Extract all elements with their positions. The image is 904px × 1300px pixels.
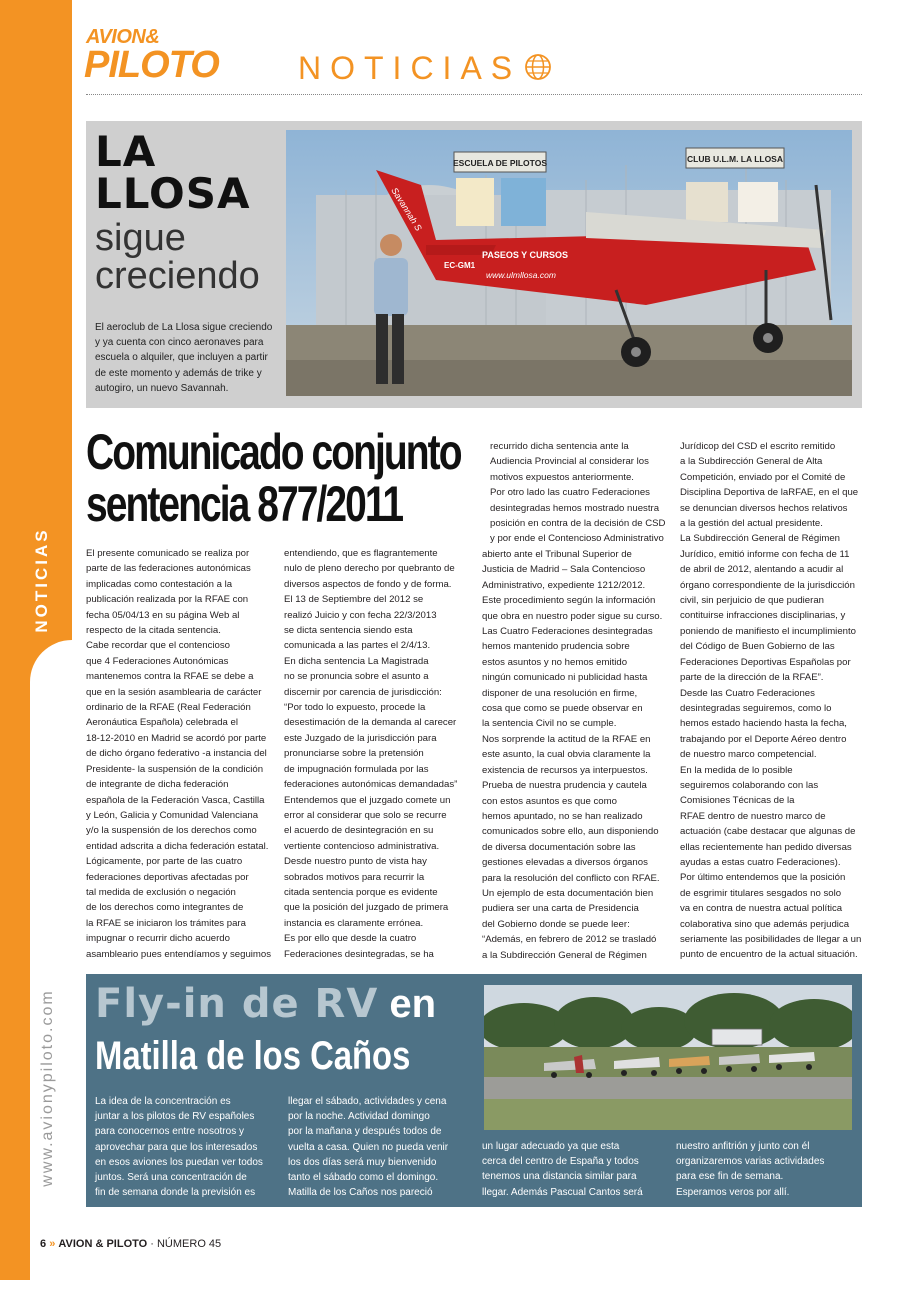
photo-sign-school: ESCUELA DE PILOTOS <box>453 158 547 168</box>
photo-plane-registration: EC-GM1 <box>444 261 476 270</box>
comunicado-column-4: Jurídicop del CSD el escrito remitido a la Subdirección General de Alta Competición, enviado por el Comité de Disciplina Deportiva de laRFAE, en el que se denuncian diversos hechos relativos a la gestión del actual presidente. La Subdirección General de Régimen Jurídico, emitió informe con fecha de 11 de abril de 2012, alentando a acudir al órgano correspondiente de la jurisdicción civil, sin perjuicio de que pudieran contituirse infracciones disciplinarias, y poniendo de manifiesto el incumplimiento del Código de Buen Gobierno de las Federaciones Deportivas Españolas por parte de la dirección de la RFAE”. Desde las Cuatro Federaciones desintegradas seguiremos, como lo hemos estado haciendo hasta la fecha, trabajando por el Deporte Aéreo dentro de nuestro marco competencial. En la medida de lo posible seguiremos colaborando con las Comisiones Técnicas de la RFAE dentro de nuestro marco de actuación (cabe destacar que algunas de ellas recientemente han pedido diversas ayudas a estas cuatro Federaciones). Por último entendemos que la posición de esgrimir titulares sesgados no solo va en contra de nuestra actual política colaborativa sino que además perjudica seriamente las posibilidades de llegar a un punto de encuentro de la actual situación. <box>680 441 862 961</box>
photo-plane-text: PASEOS Y CURSOS <box>482 250 569 260</box>
sidebar-website-url[interactable]: www.avionypiloto.com <box>39 988 56 1187</box>
header-divider <box>86 94 862 95</box>
comunicado-column-2: entendiendo, que es flagrantemente nulo de pleno derecho por quebranto de diversos aspectos de fondo y de forma. El 13 de Septiembre del 2012 se realizó Juicio y con fecha 22/3/2013 se dicta sentencia siendo esta comunicada a las partes el 2/4/13. En dicha sentencia La Magistrada no se pronuncia sobre el asunto a discernir por carencia de jurisdicción: “Por todo lo expuesto, procede la desestimación de la demanda al carecer este Juzgado de la jurisdicción para pronunciarse sobre la pretensión de impugnación formulada por las federaciones autonómicas demandadas” Entendemos que el juzgado comete un error al considerar que solo se recurre el acuerdo de desintegración en su vertiente contencioso administrativa. Desde nuestro punto de vista hay sobrados motivos para recurrir la citada sentencia porque es evidente que la posición del juzgado de primera instancia es claramente errónea. Es por ello que desde la cuatro Federaciones desintegradas, se ha <box>284 548 458 960</box>
flyin-headline-b: en <box>389 982 437 1026</box>
llosa-title-line2: LLOSA <box>95 169 251 218</box>
footer-issue: · NÚMERO 45 <box>150 1238 222 1250</box>
comunicado-headline-line1: Comunicado conjunto <box>86 424 461 480</box>
llosa-title-line4: creciendo <box>95 255 260 297</box>
flyin-headline-a: Fly-in de RV <box>95 981 379 1027</box>
flyin-column-4: nuestro anfitrión y junto con él organizaremos varias actividades para ese fin de semana. Esperamos veros por allí. <box>676 1141 825 1198</box>
llosa-hangar-photo <box>286 130 852 396</box>
flyin-airfield-photo <box>484 985 852 1130</box>
comunicado-column-1: El presente comunicado se realiza por parte de las federaciones autonómicas implicadas como contestación a la publicación realizada por la RFAE con fecha 05/04/13 en su página Web al respecto de la citada sentencia. Cabe recordar que el contencioso que 4 Federaciones Autonómicas mantenemos contra la RFAE se debe a que en la sesión asamblearia de carácter ordinario de la RFAE (Real Federación Aeronáutica Española) celebrada el 18-12-2010 en Madrid se acordó por parte de dicho órgano federativo -a instancia del Presidente- la suspensión de la condición de integrante de dicha federación española de la Federación Vasca, Castilla y León, Galicia y Comunidad Valenciana y/o la suspensión de los derechos como entidad adscrita a dicha federación estatal. Lógicamente, por parte de las cuatro federaciones deportivas afectadas por tal medida de exclusión o negación de los derechos como integrantes de la RFAE se iniciaron los trámites para impugnar o recurrir dicho acuerdo asambleario pues entendíamos y seguimos <box>86 548 272 960</box>
flyin-headline-line2: Matilla de los Caños <box>95 1034 411 1078</box>
llosa-summary: El aeroclub de La Llosa sigue creciendo y ya cuenta con cinco aeronaves para escuela o alquiler, que incluyen a partir de este momento y además de trike y autogiro, un nuevo Savannah. <box>95 322 273 394</box>
footer-arrow-icon: » <box>49 1238 56 1250</box>
photo-plane-tail: Savannah S <box>389 185 424 233</box>
comunicado-column-3a: recurrido dicha sentencia ante la Audiencia Provincial al considerar los motivos expuestos anteriormente. Por otro lado las cuatro Federaciones desintegradas hemos mostrado nuestra posición en contra de la decisión de CSD y por ende el Contencioso Administrativo <box>490 441 666 545</box>
sidebar-section-label: NOTICIAS <box>32 527 51 633</box>
llosa-title-line3: sigue <box>95 217 186 259</box>
page-number: 6 <box>40 1238 47 1250</box>
section-title: NOTICIAS <box>298 50 522 86</box>
page-footer <box>40 1238 221 1250</box>
footer-magazine-name: AVION & PILOTO <box>58 1238 148 1250</box>
magazine-logo-top: AVION& <box>86 26 160 48</box>
llosa-title-line1: LA <box>95 127 157 176</box>
flyin-headline-line1 <box>95 982 436 1026</box>
globe-icon <box>524 53 552 81</box>
magazine-logo-main: PILOTO <box>84 44 219 86</box>
photo-plane-url: www.ulmllosa.com <box>486 270 556 280</box>
flyin-column-1: La idea de la concentración es juntar a los pilotos de RV españoles para conocernos entre nosotros y aprovechar para que los interesados en esos aviones los puedan ver todos juntos. Será una concentración de fin de semana donde la previsión es <box>95 1096 263 1199</box>
flyin-column-2: llegar el sábado, actividades y cena por la noche. Actividad domingo por la mañana y después todos de vuelta a casa. Quien no pueda venir los dos días será muy bienvenido tanto el sábado como el domingo. Matilla de los Caños nos pareció <box>288 1096 449 1199</box>
photo-sign-club: CLUB U.L.M. LA LLOSA <box>686 154 784 164</box>
flyin-column-3: un lugar adecuado ya que esta cerca del centro de España y todos tenemos una distancia similar para llegar. Además Pascual Cantos será <box>482 1141 643 1198</box>
comunicado-column-3b: abierto ante el Tribunal Superior de Justicia de Madrid – Sala Contencioso Administrativo, expediente 1212/2012. Este procedimiento según la información que obra en nuestro poder sigue su curso. Las Cuatro Federaciones desintegradas hemos mantenido prudencia sobre estos asuntos y no hemos emitido ningún comunicado ni publicidad hasta disponer de una resolución en firme, cosa que como se puede observar en la sentencia Civil no se cumple. Nos sorprende la actitud de la RFAE en este asunto, la cual obvia claramente la existencia de recursos ya interpuestos. Prueba de nuestra prudencia y cautela con estos asuntos es que como hemos apuntado, no se han realizado comunicados sobre ello, aun disponiendo de diversa documentación sobre las gestiones elevadas a diversos órganos para la resolución del conflicto con RFAE. Un ejemplo de esta documentación bien pudiera ser una carta de Presidencia del Gobierno donde se puede leer: “Además, en febrero de 2012 se trasladó a la Subdirección General de Régimen <box>482 549 663 961</box>
comunicado-headline-line2: sentencia 877/2011 <box>86 476 403 532</box>
comunicado-headline <box>86 426 461 530</box>
